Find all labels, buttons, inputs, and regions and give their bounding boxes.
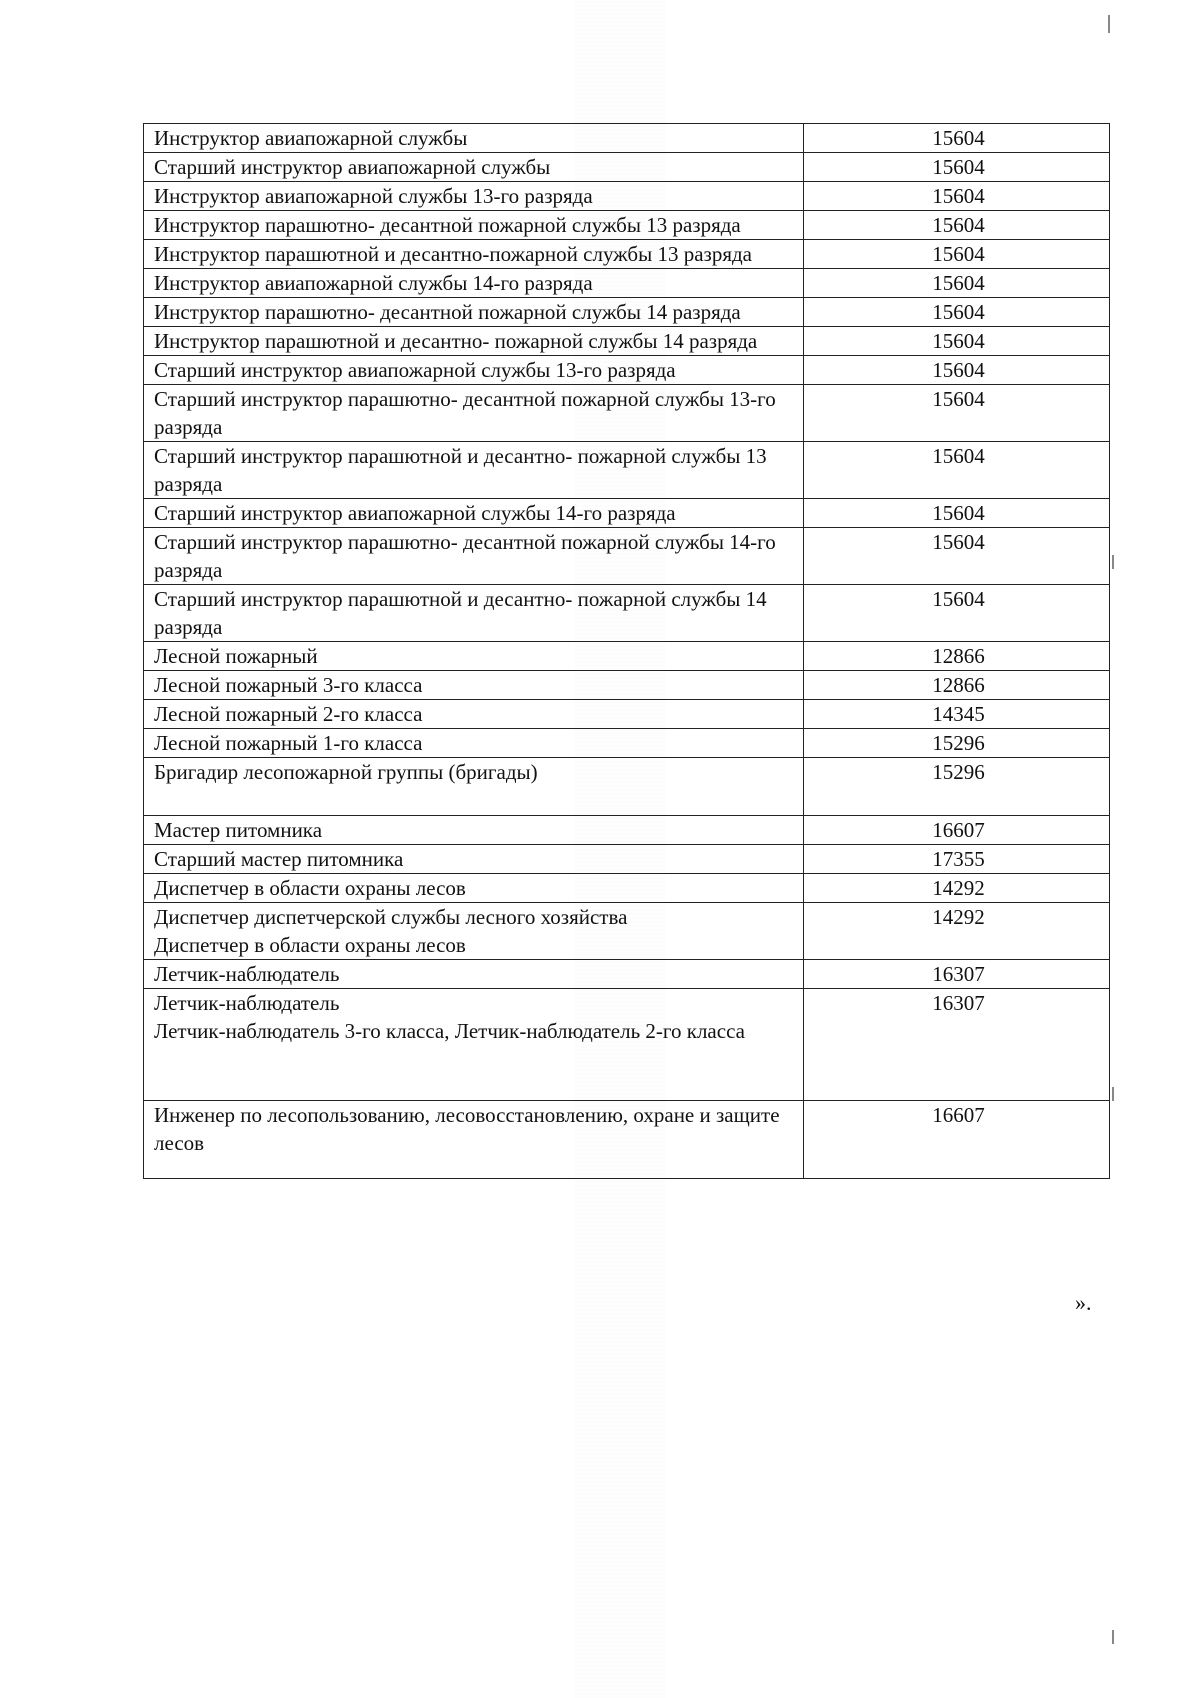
table-row — [144, 269, 1110, 298]
position-cell: Лесной пожарный 2-го класса — [144, 700, 804, 729]
table-row — [144, 960, 1110, 989]
position-cell: Старший инструктор парашютной и десантно- пожарной службы 14 разряда — [144, 585, 804, 642]
position-line-2: Летчик-наблюдатель 3-го класса, Летчик-наблюдатель 2-го класса — [154, 1019, 745, 1043]
position-cell: Старший инструктор парашютно- десантной пожарной службы 13-го разряда — [144, 385, 804, 442]
position-line-2: Диспетчер в области охраны лесов — [154, 933, 466, 957]
code-cell: 15604 — [804, 356, 1110, 385]
position-cell: Инструктор парашютной и десантно- пожарной службы 14 разряда — [144, 327, 804, 356]
position-cell: Инструктор парашютно- десантной пожарной службы 14 разряда — [144, 298, 804, 327]
table-row — [144, 671, 1110, 700]
code-cell: 15296 — [804, 758, 1110, 816]
table-row — [144, 442, 1110, 499]
position-cell: Инструктор парашютной и десантно-пожарной службы 13 разряда — [144, 240, 804, 269]
position-cell: Летчик-наблюдатель — [144, 960, 804, 989]
table-row — [144, 845, 1110, 874]
scan-speck — [1112, 555, 1114, 569]
code-cell: 15604 — [804, 528, 1110, 585]
code-cell: 16307 — [804, 989, 1110, 1101]
code-cell: 15604 — [804, 182, 1110, 211]
position-cell: Лесной пожарный 1-го класса — [144, 729, 804, 758]
scan-speck — [1112, 1630, 1114, 1644]
code-cell: 17355 — [804, 845, 1110, 874]
position-cell: Инженер по лесопользованию, лесовосстановлению, охране и защите лесов — [144, 1101, 804, 1179]
code-cell: 12866 — [804, 642, 1110, 671]
position-cell: Старший инструктор авиапожарной службы — [144, 153, 804, 182]
code-cell: 16607 — [804, 1101, 1110, 1179]
position-cell: Старший мастер питомника — [144, 845, 804, 874]
table-row — [144, 903, 1110, 960]
position-line: Диспетчер диспетчерской службы лесного хозяйства — [154, 905, 628, 929]
code-cell: 14292 — [804, 874, 1110, 903]
table-row — [144, 1101, 1110, 1179]
code-cell: 15604 — [804, 240, 1110, 269]
position-cell: Лесной пожарный — [144, 642, 804, 671]
code-cell: 16607 — [804, 816, 1110, 845]
code-cell: 14345 — [804, 700, 1110, 729]
code-cell: 15604 — [804, 124, 1110, 153]
table-row — [144, 989, 1110, 1101]
table-row — [144, 729, 1110, 758]
code-cell: 15604 — [804, 153, 1110, 182]
table-row — [144, 874, 1110, 903]
position-cell: Бригадир лесопожарной группы (бригады) — [144, 758, 804, 816]
position-cell: Инструктор авиапожарной службы — [144, 124, 804, 153]
position-cell: Старший инструктор парашютной и десантно- пожарной службы 13 разряда — [144, 442, 804, 499]
position-cell — [144, 989, 804, 1101]
table-row — [144, 499, 1110, 528]
table-row — [144, 758, 1110, 816]
table-row — [144, 327, 1110, 356]
table-row — [144, 585, 1110, 642]
code-cell: 15604 — [804, 385, 1110, 442]
table-row — [144, 816, 1110, 845]
closing-quote-mark: ». — [1075, 1290, 1092, 1315]
table-row — [144, 182, 1110, 211]
position-cell: Старший инструктор парашютно- десантной пожарной службы 14-го разряда — [144, 528, 804, 585]
position-cell: Лесной пожарный 3-го класса — [144, 671, 804, 700]
code-cell: 15604 — [804, 499, 1110, 528]
position-cell: Диспетчер в области охраны лесов — [144, 874, 804, 903]
positions-table — [143, 123, 1110, 1179]
table-row — [144, 153, 1110, 182]
table-row — [144, 211, 1110, 240]
position-cell: Инструктор парашютно- десантной пожарной службы 13 разряда — [144, 211, 804, 240]
position-cell: Мастер питомника — [144, 816, 804, 845]
code-cell: 15604 — [804, 269, 1110, 298]
table-row — [144, 642, 1110, 671]
position-cell: Старший инструктор авиапожарной службы 14-го разряда — [144, 499, 804, 528]
position-line: Летчик-наблюдатель — [154, 991, 340, 1015]
scan-speck — [1108, 15, 1110, 33]
code-cell: 15604 — [804, 442, 1110, 499]
code-cell: 15604 — [804, 327, 1110, 356]
position-cell: Инструктор авиапожарной службы 13-го разряда — [144, 182, 804, 211]
code-cell: 12866 — [804, 671, 1110, 700]
table-row — [144, 298, 1110, 327]
table-row — [144, 124, 1110, 153]
scan-speck — [1112, 1087, 1114, 1101]
table-row — [144, 356, 1110, 385]
code-cell: 15604 — [804, 585, 1110, 642]
code-cell: 15604 — [804, 211, 1110, 240]
position-cell: Старший инструктор авиапожарной службы 13-го разряда — [144, 356, 804, 385]
position-cell — [144, 903, 804, 960]
table-row — [144, 528, 1110, 585]
position-cell: Инструктор авиапожарной службы 14-го разряда — [144, 269, 804, 298]
table-row — [144, 240, 1110, 269]
code-cell: 14292 — [804, 903, 1110, 960]
table-row — [144, 385, 1110, 442]
code-cell: 15296 — [804, 729, 1110, 758]
code-cell: 16307 — [804, 960, 1110, 989]
table-row — [144, 700, 1110, 729]
code-cell: 15604 — [804, 298, 1110, 327]
